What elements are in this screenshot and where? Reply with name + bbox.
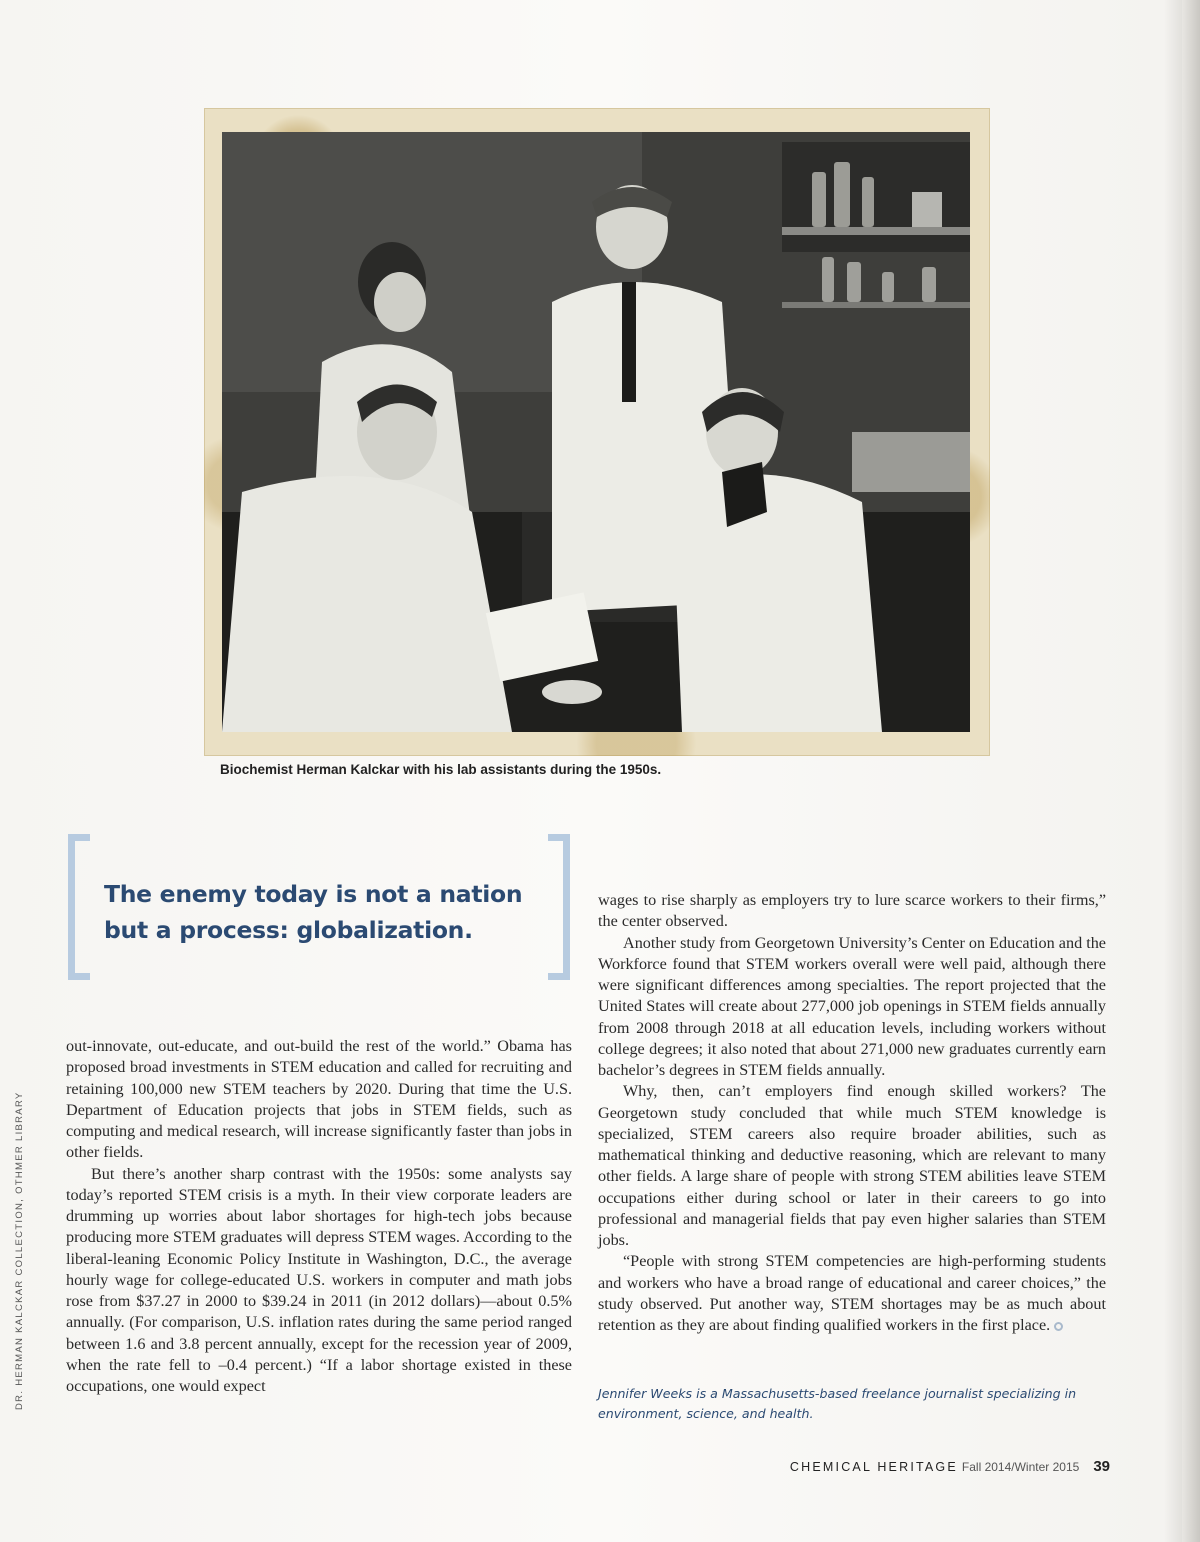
photo-frame xyxy=(204,108,990,756)
paragraph: Why, then, can’t employers find enough skilled workers? The Georgetown study concluded that while much STEM knowledge is specialized, STEM careers also require broader abilities, such as mathematical thinking and deductive reasoning, which are relevant to many other fields. A large share of people with strong STEM abilities leave STEM occupations either during school or later in their careers to go into professional and managerial fields that pay even higher salaries than STEM jobs. xyxy=(598,1082,1106,1249)
paragraph: out-innovate, out-educate, and out-build the rest of the world.” Obama has proposed broad investments in STEM education and called for recruiting and retaining 100,000 new STEM teachers by 2020. During that time the U.S. Department of Education projects that jobs in STEM fields, such as computing and medical research, will increase significantly faster than jobs in other fields. xyxy=(66,1037,572,1162)
article-column-right xyxy=(598,890,1106,1336)
lab-photograph xyxy=(222,132,970,732)
end-mark-icon xyxy=(1054,1322,1063,1331)
pull-quote-text: The enemy today is not a nation but a process: globalization. xyxy=(104,880,523,944)
paragraph: Another study from Georgetown University’s Center on Education and the Workforce found that STEM workers overall were well paid, although there were significant differences among specialties. The report projected that the United States will create about 277,000 job openings in STEM fields annually from 2008 through 2018 at all education levels, including workers without college degrees; it also noted that about 271,000 new graduates currently earn bachelor’s degrees in STEM fields annually. xyxy=(598,933,1106,1079)
paragraph: But there’s another sharp contrast with the 1950s: some analysts say today’s reported STEM crisis is a myth. In their view corporate leaders are drumming up worries about labor shortages for high-tech jobs because producing more STEM graduates will depress STEM wages. According to the liberal-leaning Economic Policy Institute in Washington, D.C., the average hourly wage for college-educated U.S. workers in computer and math jobs rose from $37.27 in 2000 to $39.24 in 2011 (in 2012 dollars)—about 0.5% annually. (For comparison, U.S. inflation rates during the same period ranged between 1.6 and 3.8 percent annually, except for the recession year of 2009, when the rate fell to –0.4 percent.) “If a labor shortage existed in these occupations, one would expect xyxy=(66,1164,572,1395)
paragraph: wages to rise sharply as employers try to lure scarce workers to their firms,” the center observed. xyxy=(598,891,1106,931)
issue-date: Fall 2014/Winter 2015 xyxy=(961,1460,1080,1474)
page-edge xyxy=(1182,0,1200,1542)
author-byline: Jennifer Weeks is a Massachusetts-based freelance journalist specializing in environment, science, and health. xyxy=(598,1386,1077,1421)
right-bracket-icon xyxy=(548,834,570,980)
left-bracket-icon xyxy=(68,834,90,980)
photo-credit: DR. HERMAN KALCKAR COLLECTION, OTHMER LIBRARY xyxy=(14,1091,25,1410)
magazine-title: CHEMICAL HERITAGE xyxy=(789,1460,958,1474)
article-column-left xyxy=(66,1036,572,1397)
page-footer xyxy=(750,1458,1110,1476)
final-paragraph xyxy=(598,1251,1106,1336)
pull-quote xyxy=(68,834,570,984)
paragraph-text: “People with strong STEM competencies are high-performing students and workers who have a broad range of educational and career choices,” the study observed. Put another way, STEM shortages may be as much about retention as they are about finding qualified workers in the first place. xyxy=(598,1252,1106,1334)
photograph-icon xyxy=(222,132,970,732)
photo-caption: Biochemist Herman Kalckar with his lab assistants during the 1950s. xyxy=(220,762,662,777)
page-number: 39 xyxy=(1093,1458,1110,1475)
